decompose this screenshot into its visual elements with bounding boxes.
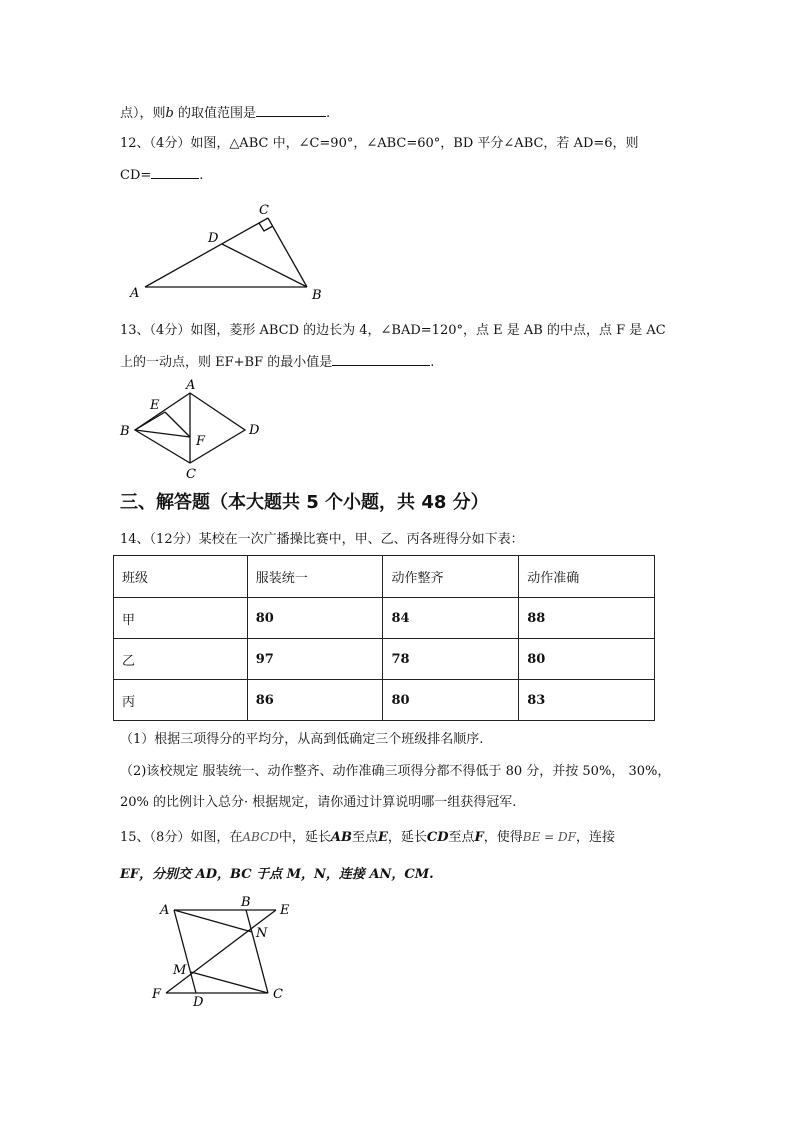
q13-line1: 13、（4分）如图，菱形 ABCD 的边长为 4，∠BAD=120°，点 E 是 AB 的中点，点 F 是 AC bbox=[120, 323, 666, 338]
q13-label-c: C bbox=[186, 467, 196, 482]
q15-label-n: N bbox=[256, 926, 268, 941]
q15-label-m: M bbox=[173, 963, 187, 978]
q15-segment-cm bbox=[191, 972, 268, 993]
q11-end: . bbox=[326, 106, 331, 121]
q15-text-a: 15、（8分）如图，在 bbox=[120, 830, 243, 845]
q12-end: . bbox=[199, 168, 204, 183]
q13-segment-bf bbox=[135, 430, 190, 437]
q14-score-table bbox=[113, 555, 655, 721]
q15-point-f: F bbox=[474, 830, 484, 845]
q15-label-a: A bbox=[160, 903, 170, 918]
q12-label-d: D bbox=[208, 231, 219, 246]
q11-tail-line bbox=[120, 104, 330, 123]
cell-class: 甲 bbox=[114, 598, 248, 639]
q15-side-ad bbox=[174, 910, 196, 993]
header-accuracy: 动作准确 bbox=[519, 556, 655, 598]
q15-segment-ef bbox=[166, 910, 276, 993]
q15-label-e: E bbox=[280, 903, 290, 918]
q15-shape-name: ABCD bbox=[242, 830, 279, 844]
q12-side-cb bbox=[268, 218, 307, 287]
cell-score: 80 bbox=[247, 598, 383, 639]
q15-label-f: F bbox=[152, 987, 162, 1002]
section-3-heading: 三、解答题（本大题共 5 个小题，共 48 分） bbox=[120, 492, 489, 513]
q13-answer-blank[interactable] bbox=[332, 353, 430, 366]
q11-text-pre: 点），则 bbox=[120, 106, 166, 121]
header-class: 班级 bbox=[114, 556, 248, 598]
q15-text-c: 至点 bbox=[351, 830, 378, 845]
q14-part2-line2: 20% 的比例计入总分· 根据规定，请你通过计算说明哪一组获得冠军. bbox=[120, 795, 517, 810]
cell-class: 乙 bbox=[114, 639, 248, 680]
cell-score: 80 bbox=[383, 680, 519, 721]
header-uniform: 服装统一 bbox=[247, 556, 383, 598]
cell-score: 86 bbox=[247, 680, 383, 721]
q14-intro: 14、（12分）某校在一次广播操比赛中，甲、乙、丙各班得分如下表： bbox=[120, 532, 524, 547]
q13-text: 上的一动点，则 EF+BF 的最小值是 bbox=[120, 355, 333, 370]
q12-segment-bd bbox=[222, 244, 307, 287]
q15-text-f: 至点 bbox=[448, 830, 475, 845]
q15-cd: CD bbox=[426, 830, 449, 845]
q13-label-f: F bbox=[196, 434, 206, 449]
q13-end: . bbox=[430, 355, 435, 370]
q15-label-b: B bbox=[241, 895, 251, 910]
table-row bbox=[114, 639, 655, 680]
q15-text-b: 中，延长 bbox=[278, 830, 331, 845]
cell-score: 88 bbox=[519, 598, 655, 639]
cell-score: 83 bbox=[519, 680, 655, 721]
cell-score: 97 bbox=[247, 639, 383, 680]
q12-label-a: A bbox=[130, 286, 140, 301]
table-row bbox=[114, 598, 655, 639]
cell-score: 78 bbox=[383, 639, 519, 680]
q12-answer-blank[interactable] bbox=[151, 166, 199, 179]
q13-segment-ef bbox=[165, 412, 190, 437]
q14-part1: （1）根据三项得分的平均分，从高到低确定三个班级排名顺序. bbox=[120, 732, 484, 747]
q11-text-post: 的取值范围是 bbox=[177, 106, 256, 121]
q15-side-bc bbox=[246, 910, 268, 993]
q12-side-ac bbox=[145, 218, 268, 287]
cell-class: 丙 bbox=[114, 680, 248, 721]
q13-line2 bbox=[120, 353, 434, 372]
q13-rhombus-abcd bbox=[135, 393, 245, 463]
q11-var-b: b bbox=[165, 106, 174, 121]
q15-label-c: C bbox=[273, 987, 283, 1002]
q15-ab: AB bbox=[330, 830, 352, 845]
q15-label-d: D bbox=[193, 995, 204, 1010]
q12-label-b: B bbox=[312, 288, 322, 303]
header-neatness: 动作整齐 bbox=[383, 556, 519, 598]
q15-line1 bbox=[120, 828, 615, 847]
q13-label-b: B bbox=[120, 424, 130, 439]
q15-equation: BE = DF bbox=[522, 830, 576, 844]
q13-label-e: E bbox=[150, 398, 160, 413]
q12-line2 bbox=[120, 166, 203, 185]
q12-cd-label: CD= bbox=[120, 168, 152, 183]
q12-right-angle-mark bbox=[259, 223, 273, 231]
cell-score: 84 bbox=[383, 598, 519, 639]
q13-label-a: A bbox=[186, 378, 196, 393]
q15-text-d: ，延长 bbox=[387, 830, 427, 845]
q13-segment-be bbox=[135, 412, 165, 430]
table-row bbox=[114, 680, 655, 721]
q12-label-c: C bbox=[259, 203, 269, 218]
q15-text-h: ，连接 bbox=[576, 830, 616, 845]
cell-score: 80 bbox=[519, 639, 655, 680]
q15-point-e: E bbox=[377, 830, 388, 845]
q15-line2: EF，分别交 AD，BC 于点 M，N，连接 AN，CM. bbox=[120, 867, 434, 882]
q12-line1: 12、（4分）如图，△ABC 中，∠C=90°，∠ABC=60°，BD 平分∠ABC，若 AD=6，则 bbox=[120, 136, 639, 151]
q13-label-d: D bbox=[249, 423, 260, 438]
q11-answer-blank[interactable] bbox=[256, 104, 326, 117]
q15-text-g: ，使得 bbox=[483, 830, 523, 845]
table-header-row bbox=[114, 556, 655, 598]
q14-part2-line1: （2)该校规定 服装统一、动作整齐、动作准确三项得分都不得低于 80 分，并按 50%， 30%， bbox=[120, 764, 671, 779]
q15-segment-an bbox=[174, 910, 252, 932]
